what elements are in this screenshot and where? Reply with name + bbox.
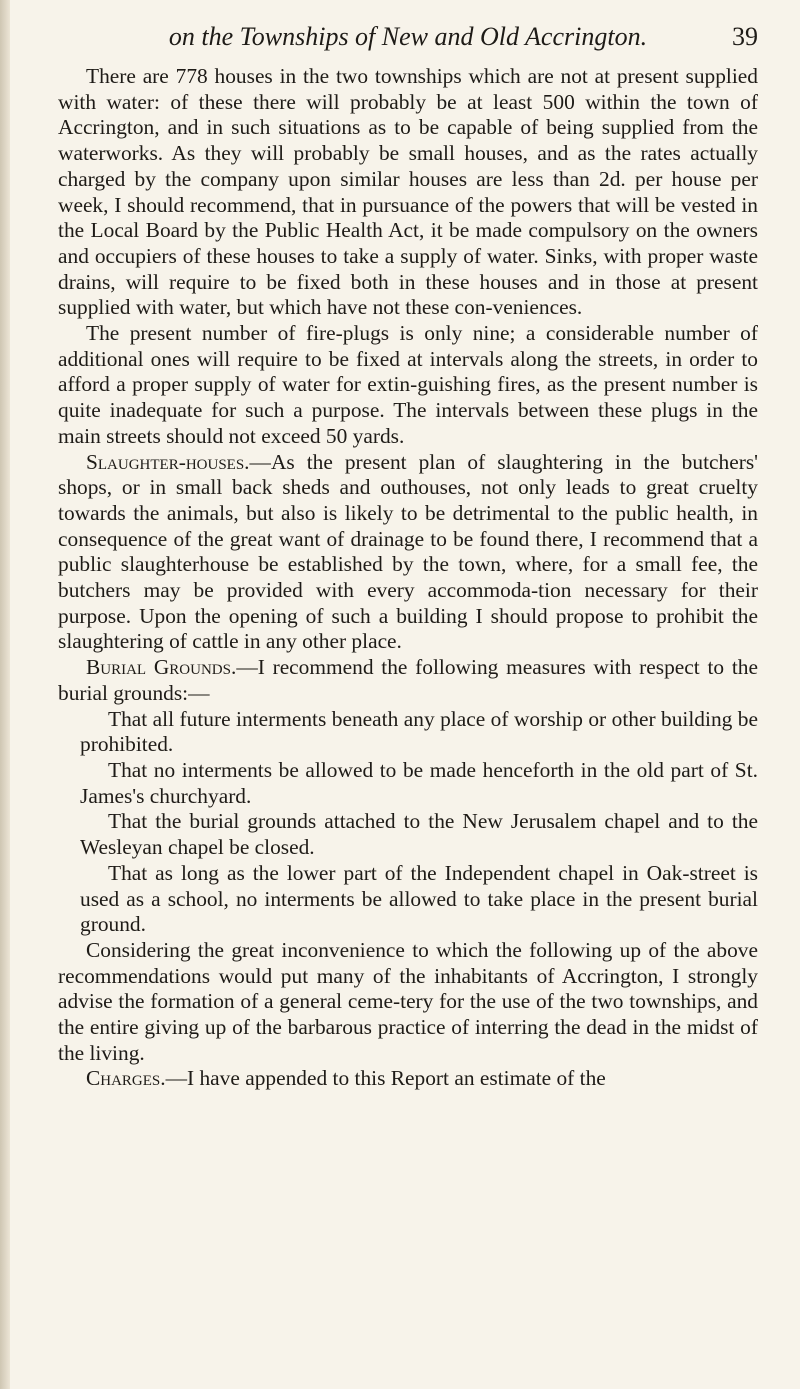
section-heading-slaughter-houses: Slaughter-houses. [86, 449, 250, 474]
paragraph-fire-plugs: The present number of fire-plugs is only nine; a considerable number of additional ones will require to be fixed at intervals along the streets, in order to afford a proper supply of water for extin-guishing fires, as the present number is quite inadequate for such a purpose. The intervals between these plugs in the main streets should not exceed 50 yards. [58, 321, 758, 448]
book-page [58, 22, 758, 1092]
paragraph-charges: Charges.—I have appended to this Report an estimate of the [86, 1066, 606, 1091]
paragraph-slaughter-houses: Slaughter-houses.—As the present plan of slaughtering in the butchers' shops, or in small back sheds and outhouses, not only leads to great cruelty towards the animals, but also is likely to be detrimental to the public health, in consequence of the great want of drainage to be found there, I recommend that a public slaughterhouse be established by the town, where, for a small fee, the butchers may be provided with every accommoda-tion necessary for their purpose. Upon the opening of such a building I should propose to prohibit the slaughtering of cattle in any other place. [58, 449, 758, 654]
recommendation-item: That all future interments beneath any place of worship or other building be prohibited. [80, 706, 758, 757]
recommendation-item: That the burial grounds attached to the New Jerusalem chapel and to the Wesleyan chapel be closed. [80, 809, 758, 860]
page-header [58, 22, 758, 58]
section-heading-burial-grounds: Burial Grounds. [86, 655, 237, 680]
recommendation-item: That as long as the lower part of the Independent chapel in Oak-street is used as a school, no interments be allowed to take place in the present burial ground. [80, 860, 758, 937]
paragraph-burial-grounds: Burial Grounds.—I recommend the following measures with respect to the burial grounds:— [58, 655, 758, 705]
section-heading-charges: Charges. [86, 1066, 166, 1091]
paragraph-water-supply: There are 778 houses in the two townships which are not at present supplied with water: of these there will probably be at least 500 within the town of Accrington, and in such situations as to be capable of being supplied from the waterworks. As they will probably be small houses, and as the rates actually charged by the company upon similar houses are less than 2d. per house per week, I should recommend, that in pursuance of the powers that will be vested in the Local Board by the Public Health Act, it be made compulsory on the owners and occupiers of these houses to take a supply of water. Sinks, with proper waste drains, will require to be fixed both in these houses and in those at present supplied with water, but which have not these con-veniences. [58, 64, 758, 320]
page-gutter-shadow [0, 0, 10, 1389]
running-title: on the Townships of New and Old Accrington. [168, 22, 648, 51]
body-text [58, 64, 758, 1092]
page-number: 39 [732, 22, 758, 51]
recommendation-item: That no interments be allowed to be made henceforth in the old part of St. James's churchyard. [80, 757, 758, 808]
paragraph-general-cemetery: Considering the great inconvenience to which the following up of the above recommendations would put many of the inhabitants of Accrington, I strongly advise the formation of a general ceme-tery for the use of the two townships, and the entire giving up of the barbarous practice of interring the dead in the midst of the living. [58, 937, 758, 1065]
